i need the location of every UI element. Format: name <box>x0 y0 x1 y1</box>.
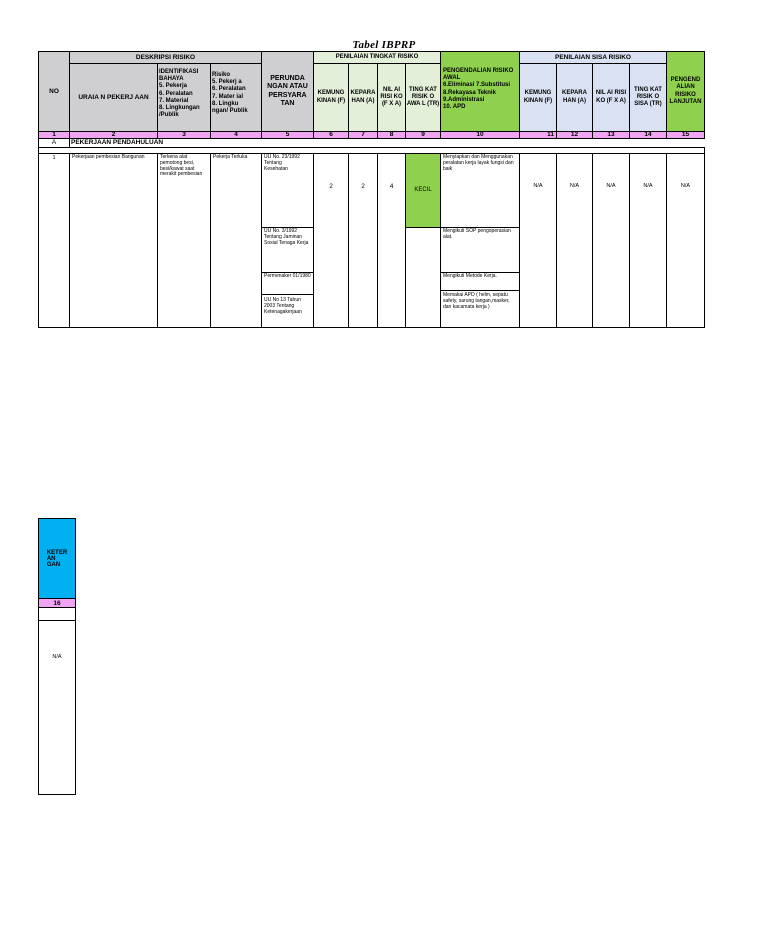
header-nilai-risiko: NIL AI RISI KO (F X A) <box>377 63 406 132</box>
row-pengendalian-item: Memakai APD ( helm, sepatu safety, sarung tangan,masker, dan kacamata kerja ) <box>440 290 520 328</box>
header-kemungkinan: KEMUNG KINAN (F) <box>313 63 349 132</box>
column-number: 15 <box>666 131 705 139</box>
row-nilai-risiko: 4 <box>377 153 406 328</box>
risiko-line: Risiko <box>212 72 231 78</box>
header-keparahan: KEPARA HAN (A) <box>348 63 378 132</box>
header-tingkat-risiko-awal: TING KAT RISIK O AWA L (TR) <box>405 63 441 132</box>
row-perundangan-item: UU No. 3/1992 Tentang Jaminan Sosial Tenaga Kerja <box>261 227 314 273</box>
section-label: PEKERJAAN PENDAHULUAN <box>69 138 705 148</box>
row-perundangan-item: UU No. 23/1992 Tentang Kesehatan <box>261 153 314 228</box>
column-number: 4 <box>210 131 262 139</box>
section-letter: A <box>38 138 70 148</box>
column-number-keterangan: 16 <box>38 598 76 608</box>
row-tingkat-risiko: KECIL <box>405 153 441 228</box>
risiko-line: 8. Lingku <box>212 100 239 107</box>
row-bahaya: Terkena alat pemotong besi, besi/kawat saat merakit pembesian <box>157 153 211 328</box>
header-keterangan <box>38 518 76 599</box>
header-sisa-tingkat: TING KAT RISIK O SISA (TR) <box>629 63 667 132</box>
column-number: 14 <box>629 131 667 139</box>
row-pengendalian-lanjutan: N/A <box>666 153 705 328</box>
pengendalian-line: 9.Administrasi <box>443 96 485 103</box>
risiko-line: 5. Pekerj a <box>212 79 242 86</box>
header-uraian: URAIA N PEKERJ AAN <box>69 63 158 132</box>
column-number: 1 <box>38 131 70 139</box>
keterangan-label: KETER AN GAN <box>46 549 68 568</box>
header-perundangan: PERUNDA NGAN ATAU PERSYARA TAN <box>261 51 314 132</box>
row-risiko: Pekerja Terluka <box>210 153 262 328</box>
risiko-line: 6. Peralatan <box>212 86 246 93</box>
identifikasi-line: 8. Lingkungan <box>159 104 200 111</box>
column-number: 6 <box>313 131 349 139</box>
row-keparahan: 2 <box>348 153 378 328</box>
row-number: 1 <box>38 153 70 328</box>
column-number: 8 <box>377 131 406 139</box>
column-number: 9 <box>405 131 441 139</box>
header-risiko <box>210 63 262 132</box>
row-sisa-kemungkinan: N/A <box>519 153 557 328</box>
row-keterangan: N/A <box>38 620 76 795</box>
row-pengendalian-item: Menyiapkan dan Menggunakan peralatan kerja layak fungsi dan baik <box>440 153 520 228</box>
column-number: 10 <box>440 131 520 139</box>
row-kemungkinan: 2 <box>313 153 349 328</box>
header-sisa-nilai: NIL AI RISI KO (F X A) <box>592 63 630 132</box>
header-identifikasi-bahaya <box>157 63 211 132</box>
row-pengendalian-item: Mengikuti Metode Kerja. <box>440 272 520 291</box>
identifikasi-line: 7. Material <box>159 97 189 104</box>
table-title: Tabel IBPRP <box>352 39 416 51</box>
column-number: 13 <box>592 131 630 139</box>
identifikasi-line: 5. Pekerja <box>159 83 188 90</box>
column-number: 7 <box>348 131 378 139</box>
group-penilaian-sisa-risiko: PENILAIAN SISA RISIKO <box>519 51 667 64</box>
row-pengendalian-item: Mengikuti SOP pengoperasian alat. <box>440 227 520 273</box>
identifikasi-line: /Publik <box>159 112 179 119</box>
column-number: 11 <box>519 131 557 139</box>
header-pengendalian-lanjutan: PENGEND ALIAN RISIKO LANJUTAN <box>666 51 705 132</box>
row-perundangan-item: Permenaker 01/1980 <box>261 272 314 295</box>
pengendalian-line: 6.Eliminasi 7.Substitusi <box>443 82 511 89</box>
header-sisa-keparahan: KEPARA HAN (A) <box>556 63 593 132</box>
header-no: NO <box>38 51 70 132</box>
row-uraian: Pekerjaan pembesian Bangunan <box>69 153 158 328</box>
group-deskripsi-risiko: DESKRIPSI RISIKO <box>69 51 262 64</box>
identifikasi-line: IDENTIFIKASI <box>159 69 199 75</box>
pengendalian-line: 8.Rekayasa Teknik <box>443 89 496 96</box>
identifikasi-line: 6. Peralatan <box>159 90 193 97</box>
column-number: 3 <box>157 131 211 139</box>
row-sisa-tingkat: N/A <box>629 153 667 328</box>
row-sisa-nilai: N/A <box>592 153 630 328</box>
group-penilaian-tingkat-risiko: PENILAIAN TINGKAT RISIKO <box>313 51 441 64</box>
pengendalian-line: 10. APD <box>443 103 466 110</box>
identifikasi-line: BAHAYA <box>159 76 184 83</box>
row-tingkat-risiko-below <box>405 227 441 328</box>
column-number: 2 <box>69 131 158 139</box>
pengendalian-line: PENGENDALIAN RISIKO <box>443 68 514 74</box>
row-sisa-keparahan: N/A <box>556 153 593 328</box>
pengendalian-line: AWAL <box>443 75 461 82</box>
column-number: 12 <box>556 131 593 139</box>
keterangan-spacer <box>38 607 76 621</box>
ibprp-table <box>38 51 705 328</box>
header-sisa-kemungkinan: KEMUNG KINAN (F) <box>519 63 557 132</box>
column-number: 5 <box>261 131 314 139</box>
header-pengendalian-awal <box>440 51 520 132</box>
risiko-line: ngan/ Publik <box>212 107 248 114</box>
risiko-line: 7. Mater ial <box>212 93 244 100</box>
row-perundangan-item: UU No 13 Tahun 2003 Tentang Ketenagakerjaan <box>261 294 314 328</box>
